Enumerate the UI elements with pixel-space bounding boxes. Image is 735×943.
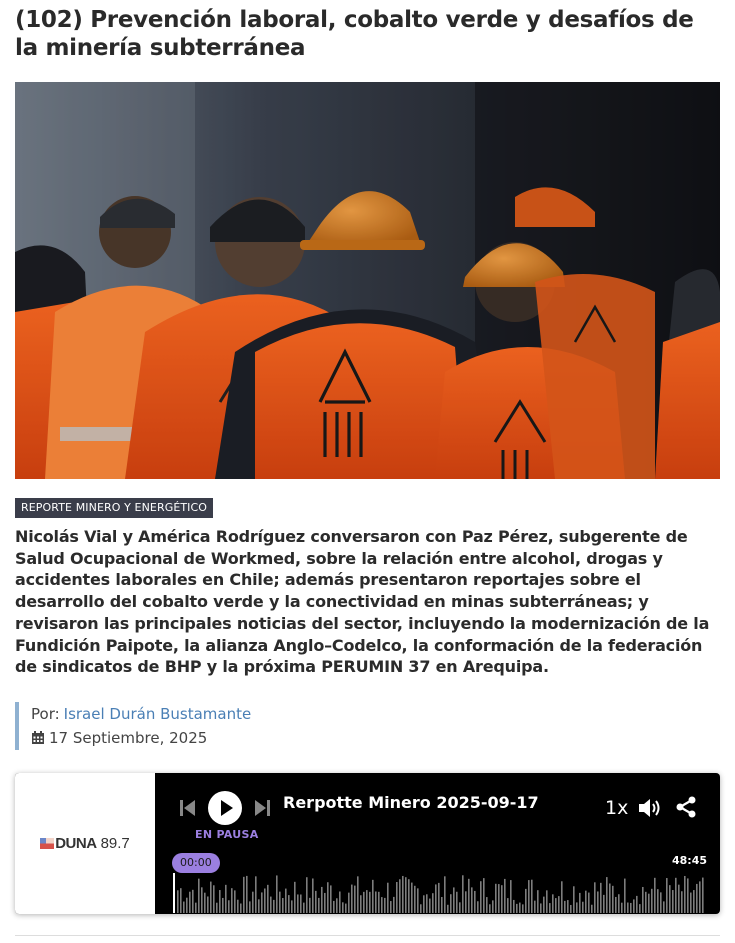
- waveform-bar: [351, 885, 353, 913]
- waveform-bar: [378, 892, 380, 913]
- waveform-bar: [660, 892, 662, 913]
- waveform-bar: [282, 898, 284, 913]
- calendar-icon: [31, 731, 45, 745]
- waveform-bar: [411, 883, 413, 913]
- waveform-scrubber[interactable]: [173, 873, 705, 913]
- waveform-bar: [621, 903, 623, 913]
- waveform-bar: [654, 878, 656, 913]
- waveform-bar: [639, 904, 641, 913]
- waveform-bar: [630, 903, 632, 913]
- play-button[interactable]: [208, 791, 242, 825]
- waveform-bar: [528, 880, 530, 913]
- waveform-bar: [573, 886, 575, 913]
- waveform-bar: [375, 891, 377, 913]
- waveform-bar: [408, 879, 410, 913]
- waveform-bar: [516, 904, 518, 913]
- current-time: 00:00: [172, 853, 220, 873]
- waveform-bar: [609, 883, 611, 913]
- waveform-bar: [597, 891, 599, 913]
- waveform-bar: [198, 879, 200, 913]
- waveform-bar: [354, 886, 356, 913]
- waveform-bar: [312, 878, 314, 913]
- waveform-bar: [510, 880, 512, 913]
- waveform-bar: [363, 892, 365, 913]
- waveform-bar: [540, 903, 542, 913]
- waveform-bar: [699, 881, 701, 913]
- play-icon: [208, 791, 242, 825]
- waveform-bar: [696, 884, 698, 913]
- waveform-bar: [627, 903, 629, 913]
- audio-player: [15, 773, 720, 914]
- waveform-bar: [495, 884, 497, 913]
- waveform-bar: [477, 901, 479, 913]
- waveform-bar: [693, 890, 695, 913]
- waveform-bar: [480, 881, 482, 913]
- waveform-bar: [237, 900, 239, 913]
- playback-controls: [180, 791, 270, 825]
- waveform-bar: [684, 876, 686, 913]
- waveform-bar: [525, 889, 527, 913]
- waveform-bar: [261, 892, 263, 913]
- player-status: EN PAUSA: [195, 828, 259, 841]
- waveform-bar: [309, 898, 311, 913]
- waveform-bar: [423, 895, 425, 913]
- waveform-bar: [342, 902, 344, 913]
- volume-icon[interactable]: [638, 797, 662, 819]
- waveform-bar: [585, 891, 587, 913]
- waveform-bar: [285, 889, 287, 913]
- waveform-bar: [372, 880, 374, 913]
- waveform-bar: [288, 895, 290, 913]
- waveform-bar: [240, 903, 242, 913]
- waveform-bar: [474, 891, 476, 913]
- waveform-bar: [606, 877, 608, 913]
- waveform-bar: [234, 890, 236, 913]
- waveform-bar: [558, 896, 560, 913]
- waveform-bar: [426, 894, 428, 913]
- waveform-bar: [618, 894, 620, 913]
- waveform-bar: [453, 887, 455, 913]
- waveform-bar: [222, 898, 224, 913]
- waveform-bar: [432, 893, 434, 913]
- waveform-bar: [279, 892, 281, 913]
- waveform-bar: [327, 882, 329, 913]
- waveform-bar: [417, 888, 419, 913]
- waveform-bar: [402, 876, 404, 913]
- waveform-bar: [612, 886, 614, 913]
- waveform-bar: [444, 876, 446, 913]
- skip-forward-icon: [254, 799, 270, 817]
- waveform-bar: [603, 895, 605, 913]
- waveform-bar: [258, 899, 260, 913]
- waveform-bar: [552, 894, 554, 913]
- article-title: (102) Prevención laboral, cobalto verde y desafíos de la minería subterránea: [15, 7, 694, 61]
- waveform-bar: [192, 890, 194, 913]
- waveform-bar: [294, 882, 296, 913]
- hero-image: [15, 82, 720, 479]
- skip-forward-button[interactable]: [254, 799, 270, 817]
- waveform-bar: [276, 875, 278, 913]
- waveform-bar: [678, 885, 680, 913]
- waveform-bar: [498, 884, 500, 913]
- skip-back-icon: [180, 799, 196, 817]
- waveform-bar: [435, 884, 437, 913]
- waveform-bar: [213, 885, 215, 913]
- waveform-bar: [306, 877, 308, 913]
- waveform-bar: [348, 893, 350, 913]
- playhead[interactable]: [173, 873, 175, 913]
- date-row: [31, 726, 415, 750]
- flag-icon: [40, 838, 54, 849]
- waveform-bar: [207, 896, 209, 913]
- waveform-bar: [399, 879, 401, 913]
- waveform-bar: [549, 903, 551, 913]
- waveform-bar: [501, 885, 503, 913]
- waveform-bar: [381, 897, 383, 913]
- waveform-bar: [249, 901, 251, 913]
- waveform-bar: [177, 890, 179, 913]
- waveform-bar: [555, 898, 557, 913]
- waveform-bar: [225, 885, 227, 913]
- waveform-bar: [681, 891, 683, 913]
- waveform-bar: [318, 898, 320, 913]
- waveform-bar: [180, 888, 182, 913]
- waveform-bar: [264, 888, 266, 913]
- waveform-bar: [231, 888, 233, 913]
- waveform-bar: [561, 881, 563, 913]
- waveform-bar: [183, 902, 185, 913]
- waveform-bar: [663, 901, 665, 913]
- waveform-bar: [594, 882, 596, 913]
- waveform-bar: [339, 891, 341, 913]
- waveform-bar: [690, 893, 692, 913]
- waveform-bar: [507, 898, 509, 913]
- waveform-bar: [387, 883, 389, 913]
- waveform-bar: [447, 905, 449, 913]
- waveform-bar: [576, 902, 578, 913]
- waveform-bar: [642, 887, 644, 913]
- waveform-bar: [291, 900, 293, 913]
- waveform-bar: [564, 901, 566, 913]
- waveform-bar: [204, 893, 206, 913]
- waveform-bar: [252, 892, 254, 913]
- share-icon[interactable]: [676, 796, 696, 818]
- waveform-bar: [657, 889, 659, 913]
- station-logo-area: [15, 773, 155, 914]
- waveform-bar: [195, 903, 197, 913]
- waveform-bar: [546, 890, 548, 913]
- waveform-bar: [360, 895, 362, 913]
- waveform-bar: [429, 899, 431, 913]
- waveform-bar: [405, 877, 407, 913]
- category-tag[interactable]: REPORTE MINERO Y ENERGÉTICO: [15, 498, 213, 518]
- station-logo: [40, 835, 130, 852]
- waveform-bar: [543, 897, 545, 913]
- total-time: 48:45: [672, 854, 708, 867]
- waveform-bar: [315, 891, 317, 913]
- waveform-bar: [537, 890, 539, 913]
- waveform-bar: [456, 892, 458, 913]
- waveform-bar: [267, 885, 269, 913]
- station-frequency: 89.7: [100, 835, 130, 852]
- waveform-bar: [672, 890, 674, 913]
- waveform-bar: [486, 897, 488, 913]
- waveform-bar: [534, 901, 536, 913]
- article-lead: Nicolás Vial y América Rodríguez conversaron con Paz Pérez, subgerente de Salud Ocupacional de Workmed, sobre la relación entre alcohol, drogas y accidentes laborales en Chile; además presentaron reportajes sobre el desarrollo del cobalto verde y la conectividad en minas subterráneas; y revisaron las principales noticias del sector, incluyendo la modernización de la Fundición Paipote, la alianza Anglo–Codelco, la conformación de la federación de sindicatos de BHP y la próxima PERUMIN 37 en Arequipa.: [15, 527, 710, 677]
- speed-button[interactable]: 1x: [605, 797, 629, 819]
- waveform-bar: [186, 898, 188, 913]
- waveform-bar: [390, 901, 392, 913]
- author-link[interactable]: Israel Durán Bustamante: [63, 705, 252, 723]
- waveform-bar: [504, 879, 506, 913]
- waveform-bar: [615, 897, 617, 913]
- waveform-bar: [513, 900, 515, 913]
- waveform-bar: [450, 894, 452, 913]
- waveform-bar: [648, 894, 650, 913]
- waveform-bar: [297, 894, 299, 913]
- waveform-bar: [303, 903, 305, 913]
- waveform-bar: [228, 900, 230, 913]
- waveform-bar: [336, 898, 338, 913]
- waveform-bar: [531, 880, 533, 913]
- waveform-bar: [369, 892, 371, 913]
- waveform-bar: [270, 897, 272, 913]
- station-brand: DUNA: [55, 835, 97, 852]
- waveform-bar: [246, 876, 248, 913]
- waveform-bar: [357, 876, 359, 913]
- waveform-bar: [366, 890, 368, 913]
- waveform-bar: [345, 904, 347, 913]
- waveform-bar: [441, 897, 443, 913]
- waveform-bar: [471, 887, 473, 913]
- waveform-bar: [420, 904, 422, 913]
- waveform-bar: [483, 878, 485, 913]
- waveform-bar: [489, 904, 491, 913]
- waveform-bar: [189, 892, 191, 913]
- waveform-bar: [588, 893, 590, 913]
- waveform-bar: [333, 901, 335, 913]
- waveform-bar: [465, 891, 467, 913]
- waveform-bar: [396, 882, 398, 913]
- publish-date: 17 Septiembre, 2025: [49, 729, 208, 747]
- waveform-bar: [273, 900, 275, 913]
- waveform-bar: [492, 900, 494, 913]
- waveform-bar: [414, 886, 416, 913]
- waveform-bar: [600, 883, 602, 913]
- waveform-bar: [675, 878, 677, 913]
- divider: [15, 935, 720, 936]
- waveform-bar: [216, 903, 218, 913]
- waveform-bar: [666, 878, 668, 913]
- waveform-bar: [300, 894, 302, 913]
- waveform-bar: [669, 885, 671, 913]
- waveform-bar: [636, 896, 638, 913]
- waveform-bar: [462, 875, 464, 913]
- waveform-bar: [324, 893, 326, 913]
- waveform-bar: [438, 883, 440, 913]
- waveform-bar: [210, 882, 212, 913]
- author-label: Por:: [31, 705, 60, 723]
- waveform-bar: [393, 897, 395, 913]
- waveform-bar: [591, 905, 593, 913]
- waveform-bar: [384, 898, 386, 913]
- waveform-bar: [255, 876, 257, 913]
- waveform-bar: [468, 879, 470, 913]
- skip-back-button[interactable]: [180, 799, 196, 817]
- author-row: [31, 702, 415, 726]
- waveform-bar: [219, 890, 221, 913]
- waveform-bar: [633, 899, 635, 913]
- waveform-bar: [579, 893, 581, 913]
- waveform-bar: [243, 877, 245, 913]
- waveform-bar: [702, 878, 704, 913]
- waveform-bar: [651, 889, 653, 913]
- waveform-bar: [567, 900, 569, 913]
- waveform-bar: [645, 892, 647, 913]
- waveform-bar: [582, 902, 584, 913]
- waveform-bar: [459, 902, 461, 913]
- waveform-bar: [624, 879, 626, 913]
- waveform-bar: [687, 878, 689, 913]
- waveform-bar: [330, 885, 332, 913]
- waveform-bar: [570, 905, 572, 913]
- waveform-bar: [519, 903, 521, 913]
- waveform-bar: [522, 904, 524, 913]
- article-meta: [15, 702, 415, 750]
- waveform-bar: [201, 887, 203, 913]
- track-title: Rerpotte Minero 2025-09-17: [283, 793, 539, 812]
- waveform-bar: [321, 887, 323, 913]
